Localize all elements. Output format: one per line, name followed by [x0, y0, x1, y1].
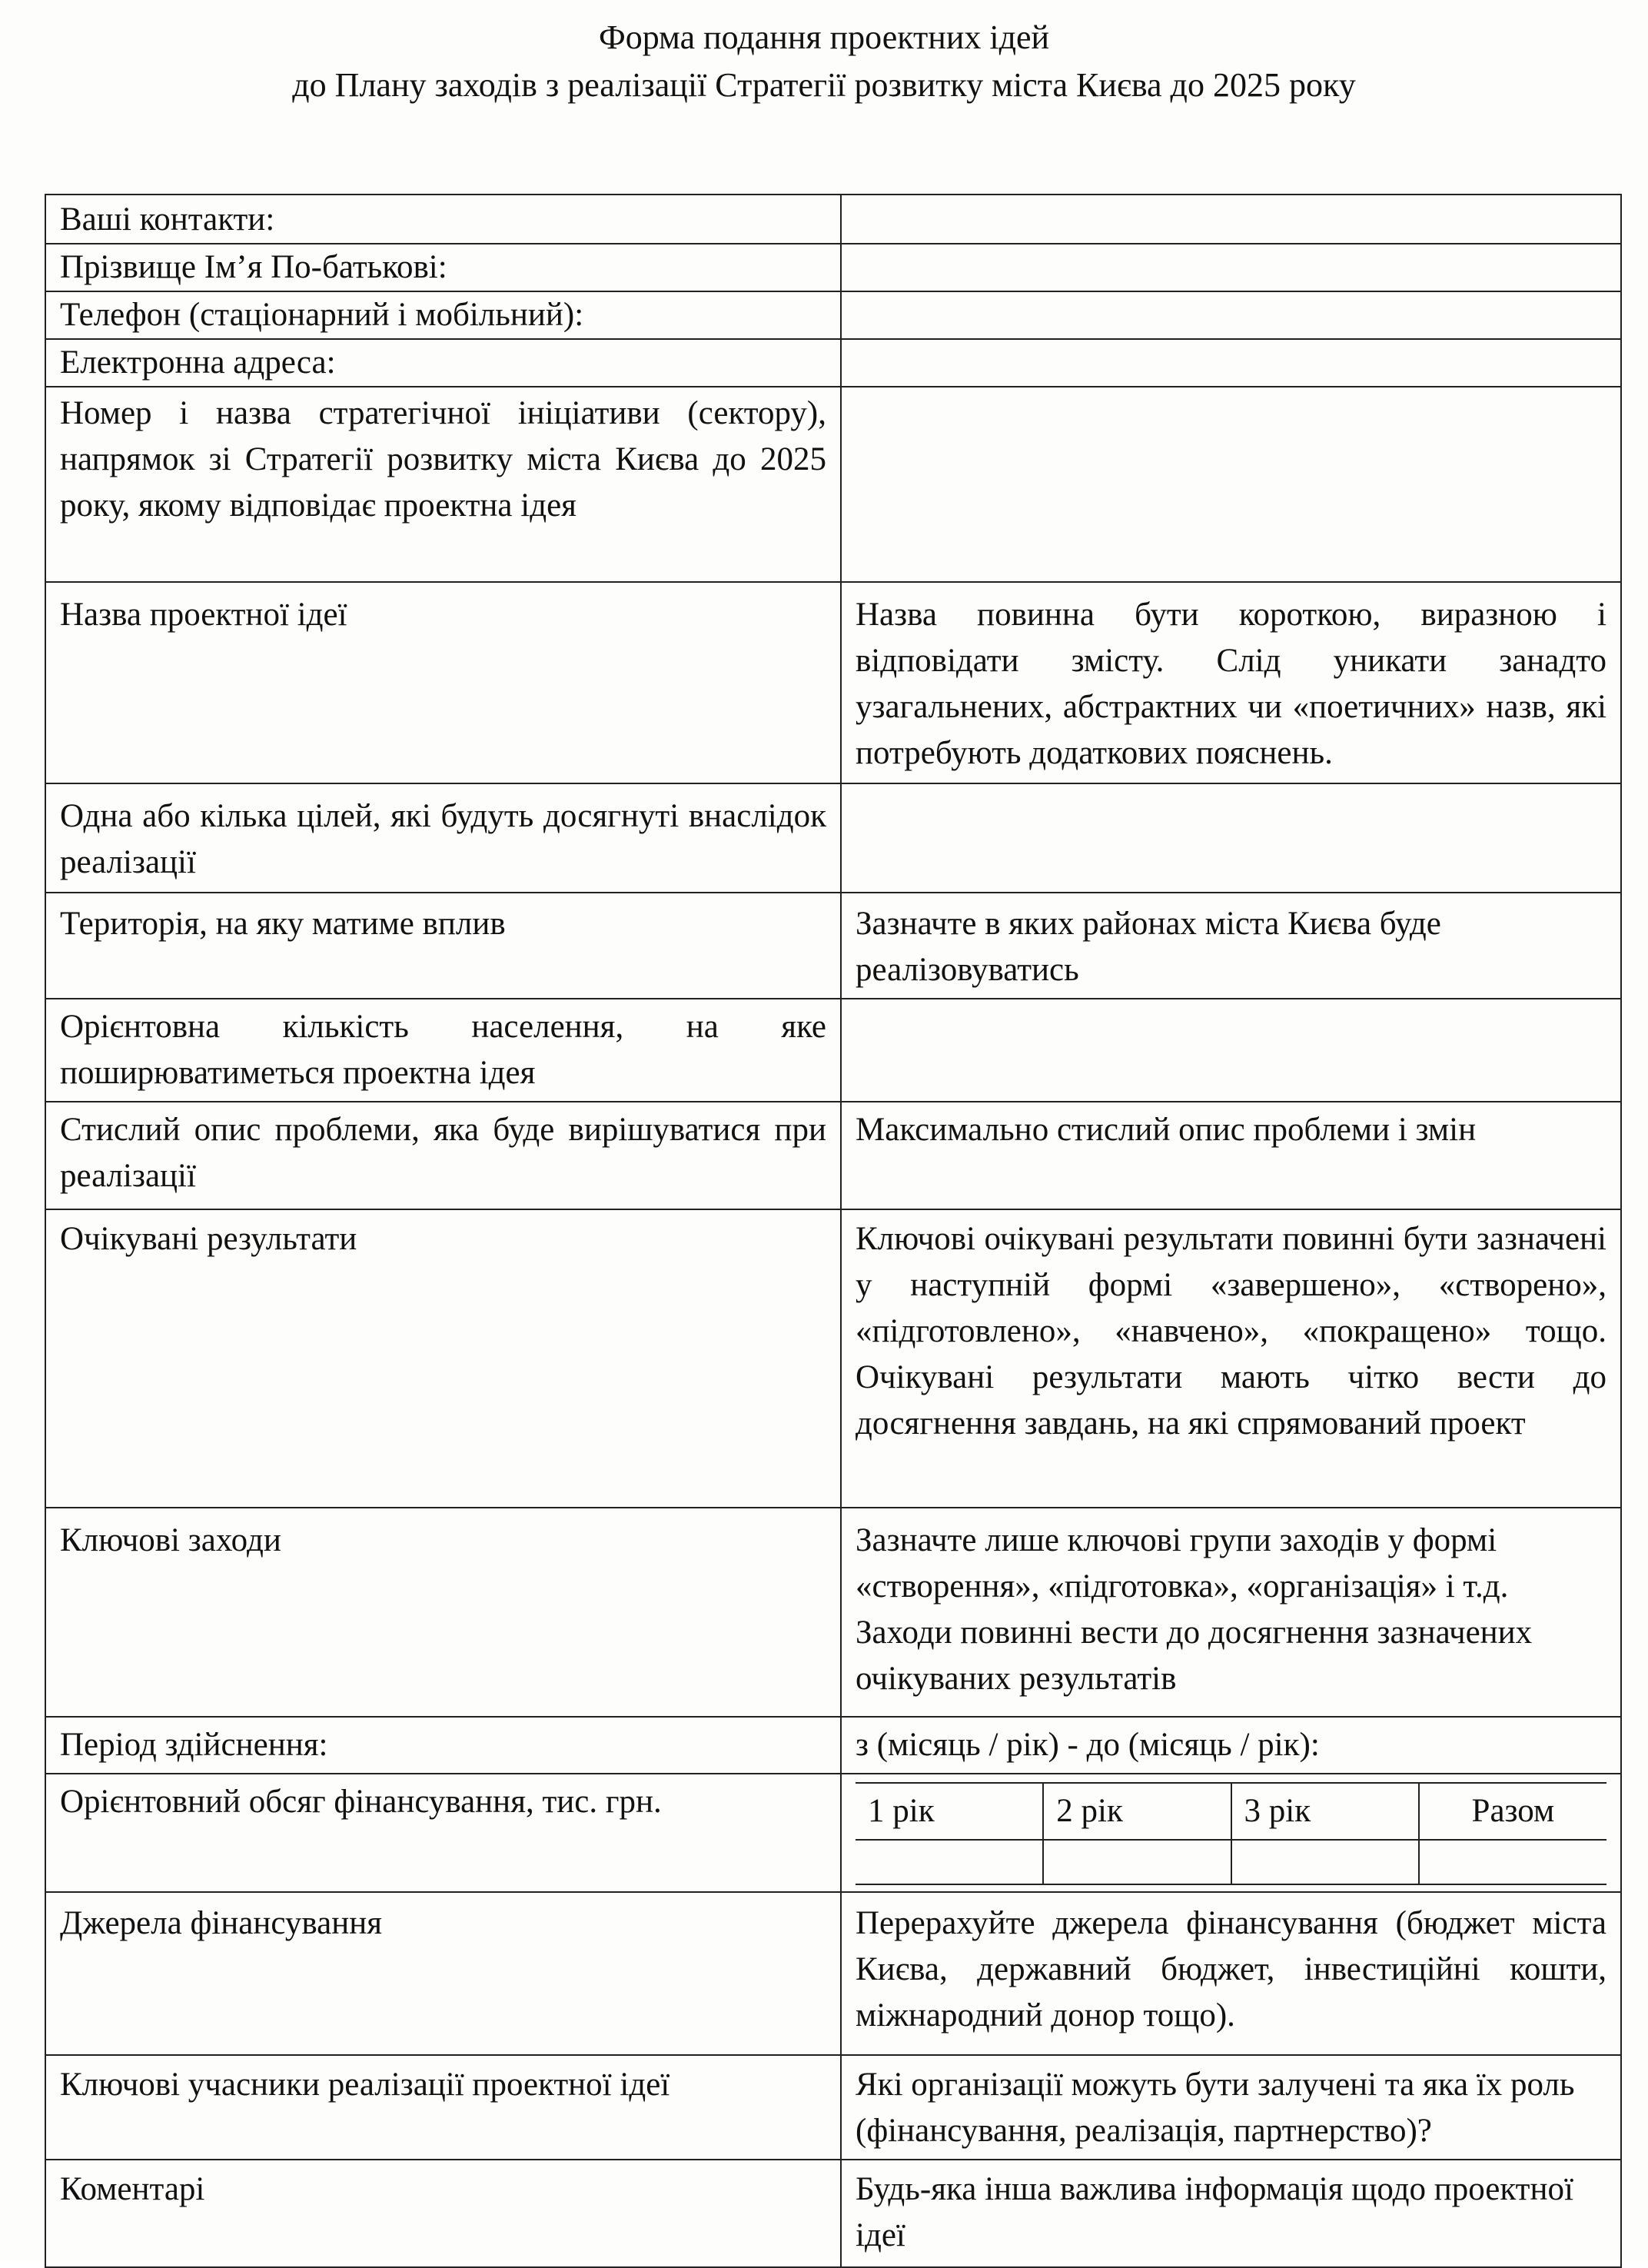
problem-hint[interactable]: Максимально стислий опис проблеми і змін — [841, 1102, 1621, 1209]
expected-results-label: Очікувані результати — [45, 1209, 841, 1508]
row-email — [45, 339, 1621, 387]
form-title-line-1: Форма подання проектних ідей — [598, 18, 1050, 56]
row-territory — [45, 893, 1621, 999]
form-title-line-2: до Плану заходів з реалізації Стратегії розвитку міста Києва до 2025 року — [292, 66, 1356, 104]
row-comments — [45, 2160, 1621, 2267]
comments-hint[interactable]: Будь-яка інша важлива інформація щодо проектної ідеї — [841, 2160, 1621, 2267]
form-title — [0, 14, 1648, 109]
total-header: Разом — [1419, 1783, 1606, 1840]
funding-sources-label: Джерела фінансування — [45, 1892, 841, 2055]
problem-label: Стислий опис проблеми, яка буде вирішуватися при реалізації — [45, 1102, 841, 1209]
expected-results-hint[interactable]: Ключові очікувані результати повинні бути зазначені у наступній формі «завершено», «створено», «підготовлено», «навчено», «покращено» тощо. Очікувані результати мають чітко вести до досягнення завдань, на які спрямований проект — [841, 1209, 1621, 1508]
year-2-header: 2 рік — [1043, 1783, 1231, 1840]
funding-years-header — [856, 1783, 1606, 1840]
total-amount-field[interactable] — [1419, 1840, 1606, 1884]
full-name-label: Прізвище Ім’я По-батькові: — [45, 244, 841, 291]
contacts-field[interactable] — [841, 195, 1621, 244]
population-label: Орієнтовна кількість населення, на яке поширюватиметься проектна ідея — [45, 999, 841, 1102]
project-title-label: Назва проектної ідеї — [45, 582, 841, 783]
phone-field[interactable] — [841, 291, 1621, 339]
funding-years-table — [856, 1782, 1606, 1885]
comments-label: Коментарі — [45, 2160, 841, 2267]
row-goals — [45, 783, 1621, 893]
row-problem — [45, 1102, 1621, 1209]
row-project-title — [45, 582, 1621, 783]
full-name-field[interactable] — [841, 244, 1621, 291]
email-label: Електронна адреса: — [45, 339, 841, 387]
territory-hint[interactable]: Зазначте в яких районах міста Києва буде реалізовуватись — [841, 893, 1621, 999]
strategic-initiative-field[interactable] — [841, 387, 1621, 582]
funding-years-cell — [841, 1774, 1621, 1892]
email-field[interactable] — [841, 339, 1621, 387]
row-population — [45, 999, 1621, 1102]
period-field[interactable]: з (місяць / рік) - до (місяць / рік): — [841, 1717, 1621, 1774]
row-funding-volume — [45, 1774, 1621, 1892]
row-phone — [45, 291, 1621, 339]
key-measures-hint[interactable]: Зазначте лише ключові групи заходів у формі «створення», «підготовка», «організація» і т.д. Заходи повинні вести до досягнення зазначених очікуваних результатів — [841, 1508, 1621, 1717]
key-participants-label: Ключові учасники реалізації проектної ідеї — [45, 2055, 841, 2160]
territory-label: Територія, на яку матиме вплив — [45, 893, 841, 999]
strategic-initiative-label: Номер і назва стратегічної ініціативи (сектору), напрямок зі Стратегії розвитку міста Києва до 2025 року, якому відповідає проектна ідея — [45, 387, 841, 582]
project-title-hint[interactable]: Назва повинна бути короткою, виразною і відповідати змісту. Слід уникати занадто узагальнених, абстрактних чи «поетичних» назв, які потребують додаткових пояснень. — [841, 582, 1621, 783]
funding-years-values — [856, 1840, 1606, 1884]
row-full-name — [45, 244, 1621, 291]
project-idea-form-table — [45, 194, 1622, 2268]
goals-label: Одна або кілька цілей, які будуть досягнуті внаслідок реалізації — [45, 783, 841, 893]
goals-field[interactable] — [841, 783, 1621, 893]
row-funding-sources — [45, 1892, 1621, 2055]
key-participants-hint[interactable]: Які організації можуть бути залучені та яка їх роль (фінансування, реалізація, партнерство)? — [841, 2055, 1621, 2160]
row-expected-results — [45, 1209, 1621, 1508]
key-measures-label: Ключові заходи — [45, 1508, 841, 1717]
year-2-amount-field[interactable] — [1043, 1840, 1231, 1884]
year-1-amount-field[interactable] — [856, 1840, 1043, 1884]
population-field[interactable] — [841, 999, 1621, 1102]
phone-label: Телефон (стаціонарний і мобільний): — [45, 291, 841, 339]
year-3-amount-field[interactable] — [1231, 1840, 1419, 1884]
row-key-measures — [45, 1508, 1621, 1717]
funding-volume-label: Орієнтовний обсяг фінансування, тис. грн. — [45, 1774, 841, 1892]
year-1-header: 1 рік — [856, 1783, 1043, 1840]
row-key-participants — [45, 2055, 1621, 2160]
row-strategic-initiative — [45, 387, 1621, 582]
row-contacts — [45, 195, 1621, 244]
year-3-header: 3 рік — [1231, 1783, 1419, 1840]
row-period — [45, 1717, 1621, 1774]
period-label: Період здійснення: — [45, 1717, 841, 1774]
contacts-label: Ваші контакти: — [45, 195, 841, 244]
funding-sources-hint[interactable]: Перерахуйте джерела фінансування (бюджет міста Києва, державний бюджет, інвестиційні кошти, міжнародний донор тощо). — [841, 1892, 1621, 2055]
